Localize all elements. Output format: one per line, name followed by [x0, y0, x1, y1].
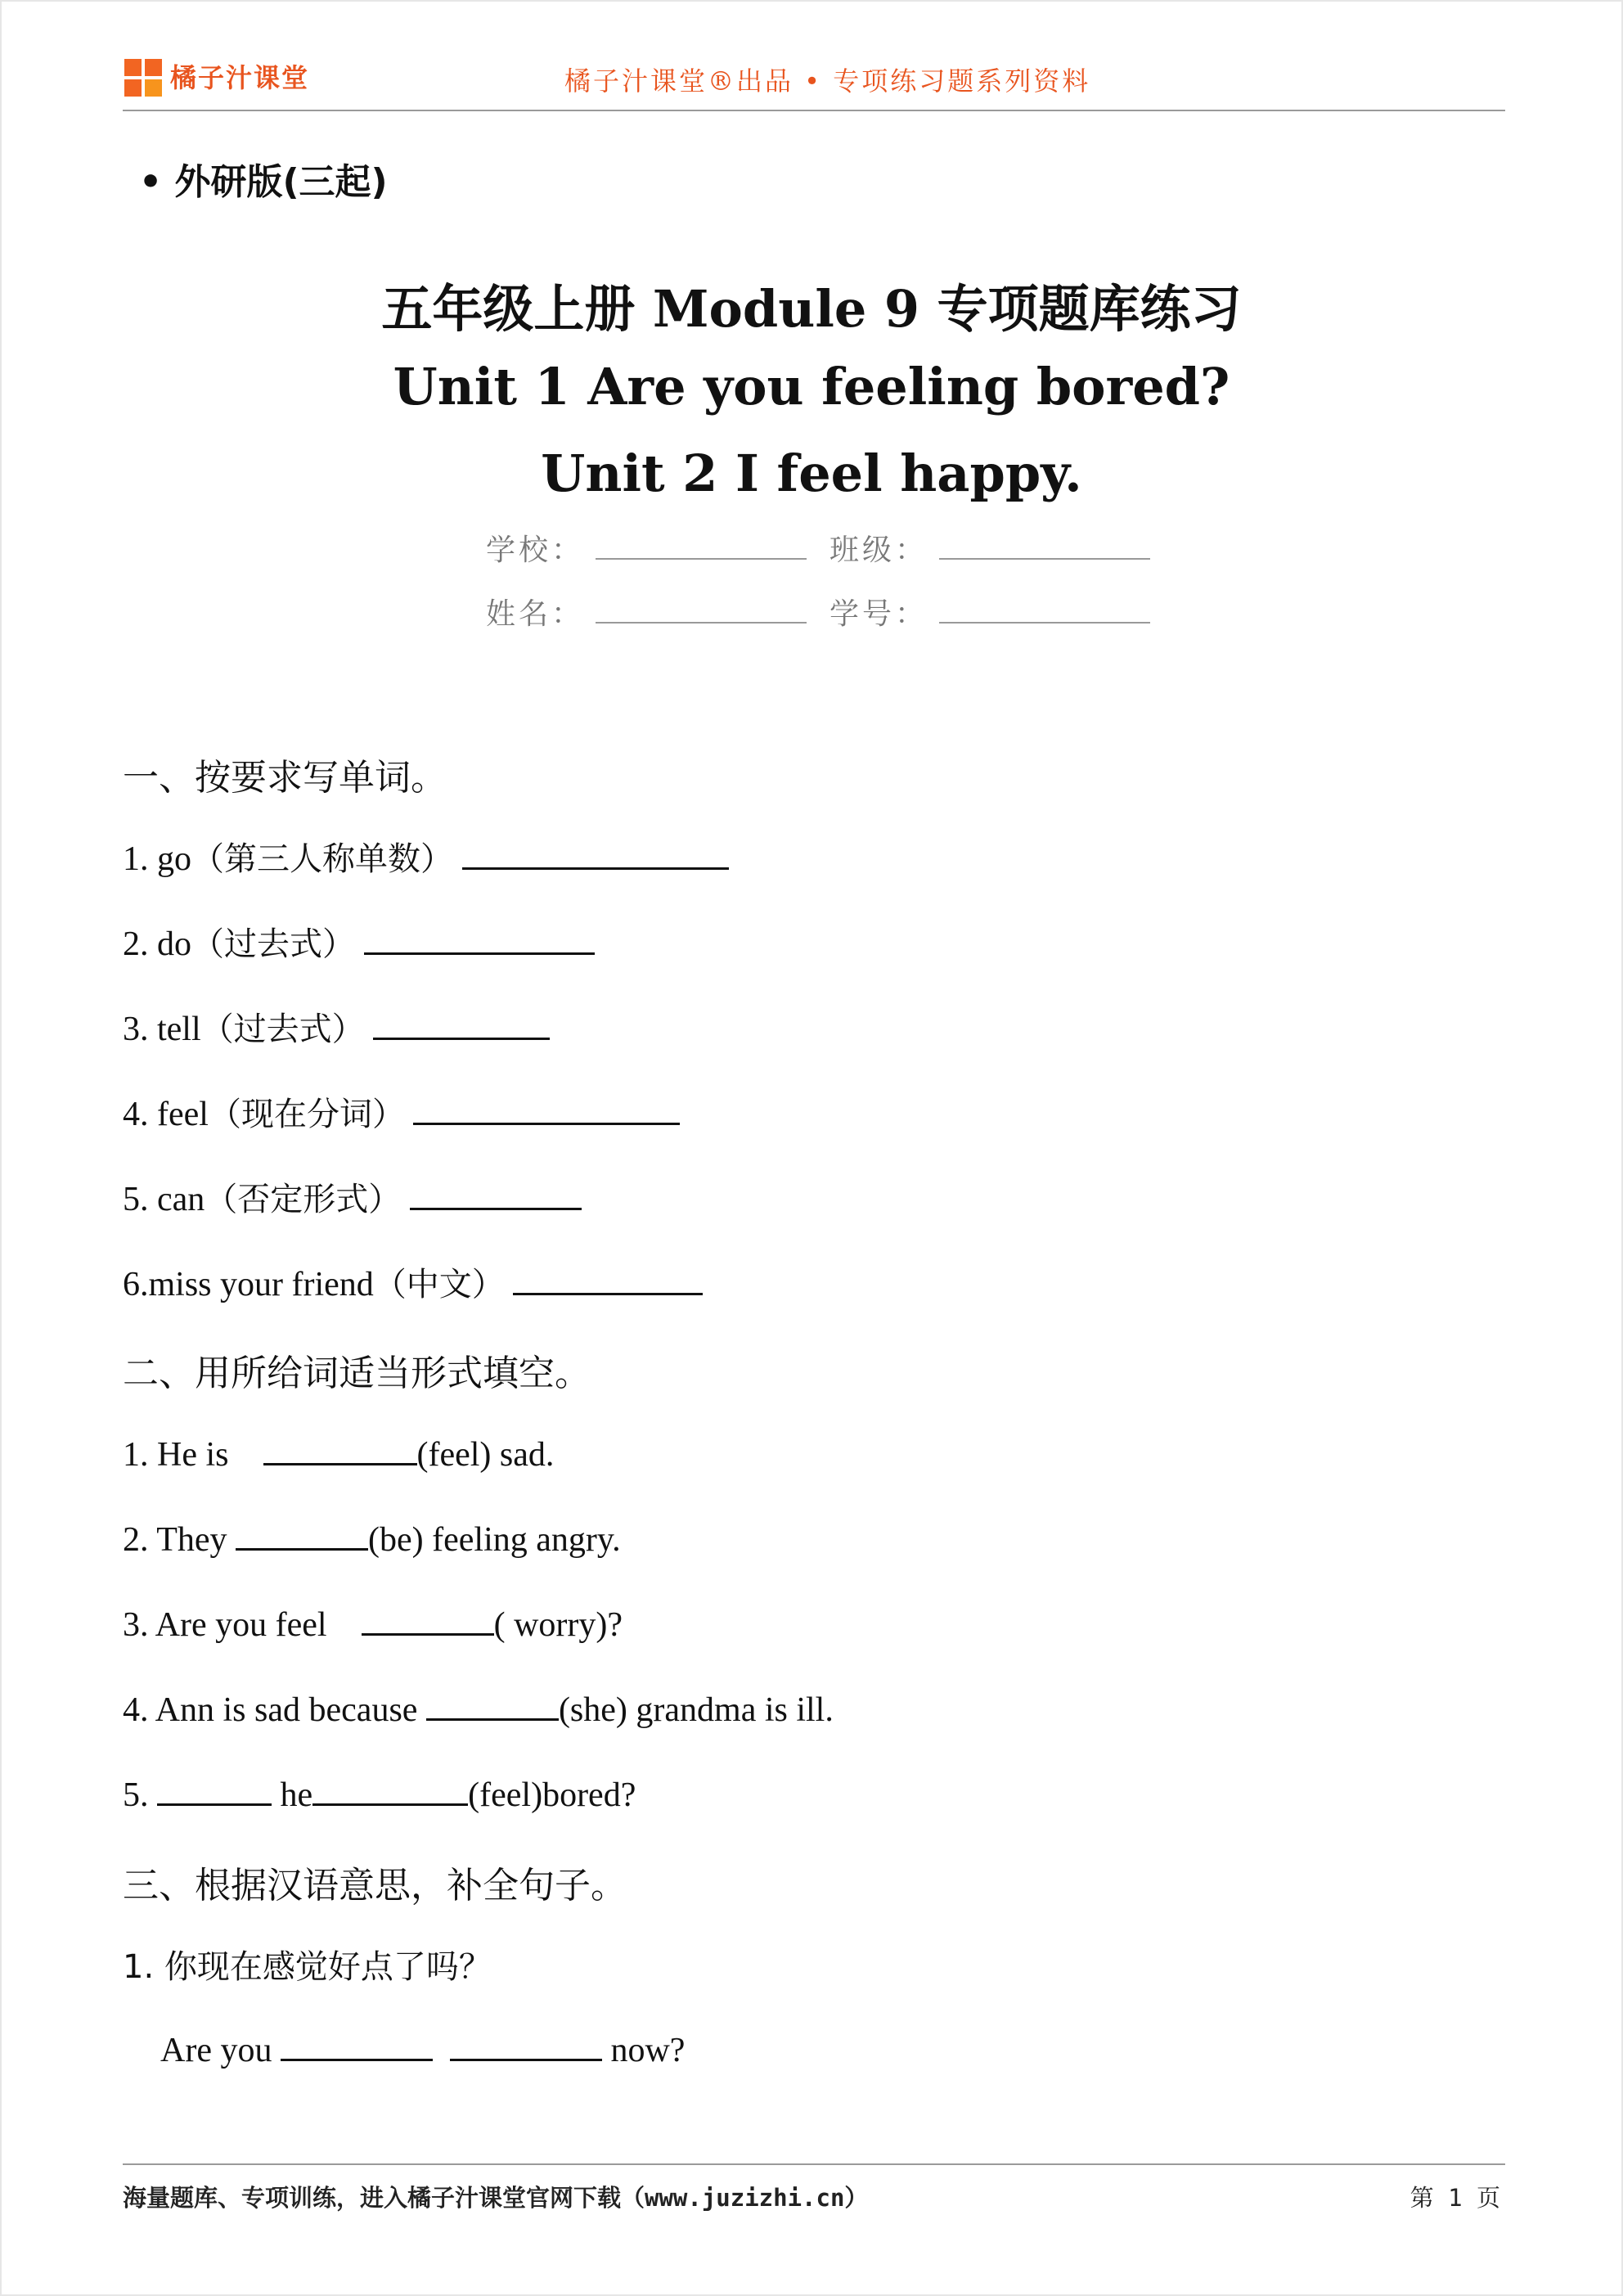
header-title: 橘子汁课堂®出品 • 专项练习题系列资料 [564, 65, 1091, 97]
answer-blank[interactable] [450, 2026, 602, 2061]
list-item: 4. feel（现在分词） [123, 1088, 680, 1135]
list-item: 5. he (feel)bored? [123, 1771, 636, 1815]
answer-blank[interactable] [157, 1771, 272, 1806]
list-item: 5. can（否定形式） [123, 1173, 582, 1220]
school-label: 学校： [486, 533, 585, 567]
school-field [486, 527, 807, 569]
school-blank[interactable] [596, 535, 807, 560]
unit2-title: Unit 2 I feel happy. [541, 443, 1082, 503]
header-divider [123, 110, 1505, 111]
answer-blank[interactable] [362, 1600, 494, 1636]
number-label: 学号： [829, 597, 928, 631]
answer-blank[interactable] [426, 1686, 559, 1721]
answer-blank[interactable] [462, 835, 729, 870]
answer-blank[interactable] [263, 1430, 417, 1465]
edition-label: • 外研版(三起) [139, 161, 388, 203]
class-blank[interactable] [939, 535, 1150, 560]
footer-divider [123, 2163, 1505, 2165]
list-item: 1. 你现在感觉好点了吗？ [123, 1948, 492, 1986]
page-header [123, 49, 1505, 115]
class-field [829, 527, 1150, 569]
brand-logo-icon [124, 59, 162, 97]
answer-blank[interactable] [513, 1260, 703, 1295]
unit1-title: Unit 1 Are you feeling bored? [393, 357, 1230, 416]
brand-name: 橘子汁课堂 [170, 62, 310, 93]
page-number: 第 1 页 [1409, 2184, 1500, 2212]
answer-blank[interactable] [373, 1005, 550, 1040]
section2-heading: 二、用所给词适当形式填空。 [123, 1353, 591, 1394]
answer-blank[interactable] [312, 1771, 468, 1806]
answer-blank[interactable] [413, 1090, 680, 1125]
section1-heading: 一、按要求写单词。 [123, 757, 447, 799]
footer-text: 海量题库、专项训练，进入橘子汁课堂官网下载（www.juzizhi.cn） [123, 2184, 869, 2212]
list-item: 1. He is (feel) sad. [123, 1430, 554, 1474]
name-blank[interactable] [596, 599, 807, 624]
answer-blank[interactable] [364, 920, 595, 955]
list-item: Are you now? [160, 2026, 685, 2070]
name-field [486, 591, 807, 633]
list-item: 6.miss your friend（中文） [123, 1258, 703, 1305]
answer-blank[interactable] [236, 1515, 368, 1551]
section3-heading: 三、根据汉语意思，补全句子。 [123, 1865, 627, 1907]
answer-blank[interactable] [410, 1175, 582, 1210]
list-item: 2. They (be) feeling angry. [123, 1515, 621, 1560]
name-label: 姓名： [486, 597, 585, 631]
list-item: 2. do（过去式） [123, 918, 595, 965]
answer-blank[interactable] [281, 2026, 433, 2061]
list-item: 3. Are you feel ( worry)? [123, 1600, 623, 1645]
number-field [829, 591, 1150, 633]
number-blank[interactable] [939, 599, 1150, 624]
list-item: 1. go（第三人称单数） [123, 833, 729, 880]
list-item: 3. tell（过去式） [123, 1003, 550, 1050]
worksheet-title: 五年级上册 Module 9 专项题库练习 [381, 279, 1242, 339]
class-label: 班级： [829, 533, 928, 567]
list-item: 4. Ann is sad because (she) grandma is ill. [123, 1686, 834, 1730]
